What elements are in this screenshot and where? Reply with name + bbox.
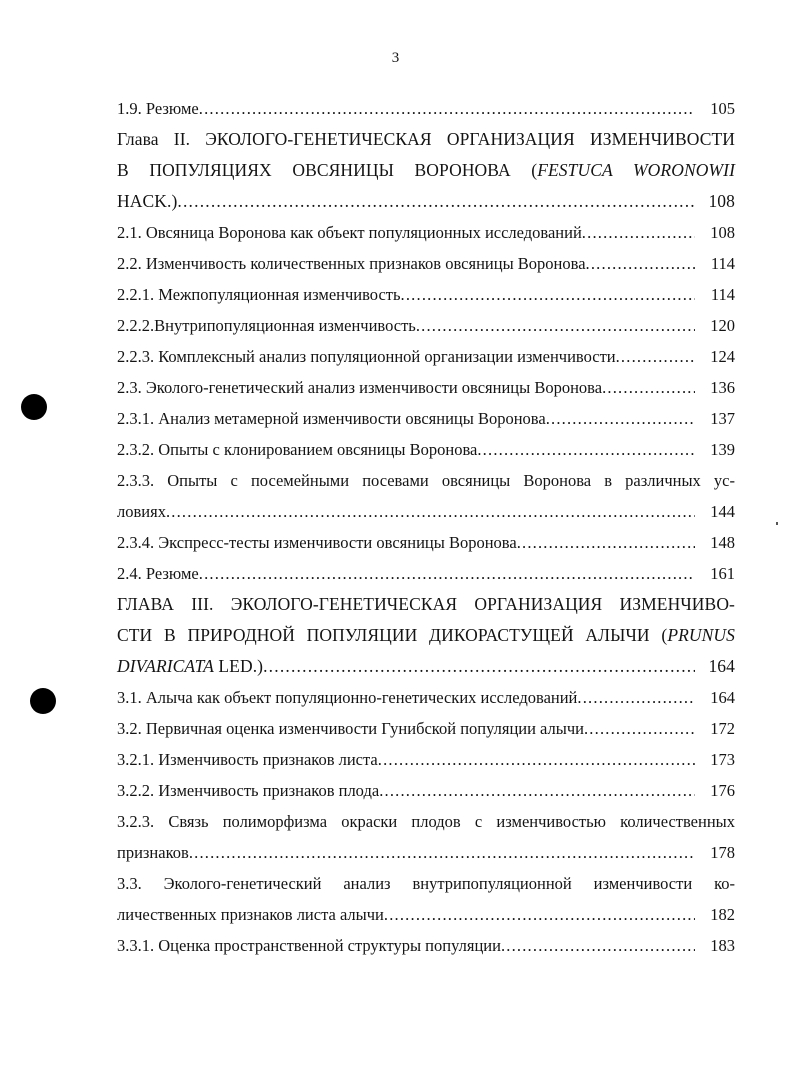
toc-entry xyxy=(117,837,735,868)
toc-entry xyxy=(117,744,735,775)
toc-entry-page: 105 xyxy=(710,99,735,118)
toc-entry-wrapped xyxy=(117,868,735,899)
toc-entry-text: 2.2.1. Межпопуляционная изменчивость xyxy=(117,285,401,304)
toc-entry-page: 176 xyxy=(710,781,735,800)
toc-entry-wrapped xyxy=(117,465,735,496)
toc-entry xyxy=(117,775,735,806)
toc-entry-page: 114 xyxy=(710,254,735,273)
toc-entry-text: 3.3.1. Оценка пространственной структуры популяции xyxy=(117,936,501,955)
toc-entry-page: 108 xyxy=(710,223,735,242)
page-number: 3 xyxy=(391,50,400,66)
toc-entry-page: 124 xyxy=(710,347,735,366)
toc-entry xyxy=(117,248,735,279)
toc-entry-text: 2.3.1. Анализ метамерной изменчивости овсяницы Воронова xyxy=(117,409,546,428)
toc-entry-page: 161 xyxy=(710,564,735,583)
toc-heading-text: СТИ В ПРИРОДНОЙ ПОПУЛЯЦИИ ДИКОРАСТУЩЕЙ АЛЫЧИ ( xyxy=(117,625,668,645)
toc-entry-text: личественных признаков листа алычи xyxy=(117,905,384,924)
toc-entry-page: 164 xyxy=(710,688,735,707)
toc-entry xyxy=(117,651,735,682)
toc-entry xyxy=(117,93,735,124)
toc-entry-text: 3.2.3. Связь полиморфизма окраски плодов с изменчивостью количественных xyxy=(117,812,735,831)
toc-entry-text: 2.4. Резюме xyxy=(117,564,199,583)
toc-entry-page: 139 xyxy=(710,440,735,459)
toc-entry xyxy=(117,713,735,744)
toc-entry-page: 172 xyxy=(710,719,735,738)
toc-entry xyxy=(117,217,735,248)
toc-entry-page: 148 xyxy=(710,533,735,552)
toc-entry xyxy=(117,434,735,465)
scan-speck xyxy=(776,522,778,525)
toc-heading-latin: FESTUCA WORONOWII xyxy=(537,160,735,180)
toc-entry-text: признаков xyxy=(117,843,189,862)
toc-heading-text: ГЛАВА III. ЭКОЛОГО-ГЕНЕТИЧЕСКАЯ ОРГАНИЗАЦИЯ ИЗМЕНЧИВО- xyxy=(117,594,735,614)
toc-entry xyxy=(117,310,735,341)
toc-entry-page: 137 xyxy=(710,409,735,428)
toc-entry-page: 144 xyxy=(710,502,735,521)
toc-entry xyxy=(117,558,735,589)
toc-entry-page: 164 xyxy=(708,656,735,676)
toc-entry-text: 2.3.2. Опыты с клонированием овсяницы Воронова xyxy=(117,440,478,459)
toc-heading-latin: DIVARICATA xyxy=(117,656,214,676)
toc-entry-wrapped xyxy=(117,806,735,837)
toc-chapter-heading xyxy=(117,155,735,186)
binder-hole-mark xyxy=(21,394,47,420)
toc-entry-text: 2.2.3. Комплексный анализ популяционной организации изменчивости xyxy=(117,347,616,366)
toc-entry-text: 2.3.3. Опыты с посемейными посевами овсяницы Воронова в различных ус- xyxy=(117,471,735,490)
toc-heading-text: В ПОПУЛЯЦИЯХ ОВСЯНИЦЫ ВОРОНОВА ( xyxy=(117,160,538,180)
toc-entry-page: 114 xyxy=(710,285,735,304)
toc-entry xyxy=(117,930,735,961)
toc-entry-text: 3.3. Эколого-генетический анализ внутрипопуляционной изменчивости ко- xyxy=(117,874,735,893)
toc-entry-page: 136 xyxy=(710,378,735,397)
toc-heading-latin: PRUNUS xyxy=(667,625,735,645)
toc-entry-page: 183 xyxy=(710,936,735,955)
toc-entry-text: HACK.) xyxy=(117,191,178,211)
toc-entry xyxy=(117,527,735,558)
toc-entry-text: 2.2. Изменчивость количественных признаков овсяницы Воронова xyxy=(117,254,586,273)
toc-chapter-heading xyxy=(117,620,735,651)
toc-entry-page: 173 xyxy=(710,750,735,769)
table-of-contents xyxy=(117,93,735,961)
toc-entry-text: 3.2.2. Изменчивость признаков плода xyxy=(117,781,380,800)
toc-entry-page: 120 xyxy=(710,316,735,335)
toc-entry-text: 2.2.2.Внутрипопуляционная изменчивость xyxy=(117,316,416,335)
toc-entry xyxy=(117,186,735,217)
toc-entry xyxy=(117,279,735,310)
toc-entry-text: 1.9. Резюме xyxy=(117,99,199,118)
toc-entry xyxy=(117,496,735,527)
toc-entry-text: 3.1. Алыча как объект популяционно-генетических исследований xyxy=(117,688,578,707)
toc-entry-text: 2.3. Эколого-генетический анализ изменчивости овсяницы Воронова xyxy=(117,378,603,397)
toc-entry xyxy=(117,341,735,372)
toc-entry-page: 182 xyxy=(710,905,735,924)
toc-chapter-heading xyxy=(117,589,735,620)
toc-entry-text: 3.2. Первичная оценка изменчивости Гунибской популяции алычи xyxy=(117,719,584,738)
toc-entry-page: 108 xyxy=(708,191,735,211)
toc-entry xyxy=(117,372,735,403)
toc-entry xyxy=(117,899,735,930)
toc-heading-text: LED.) xyxy=(213,656,264,676)
toc-entry xyxy=(117,403,735,434)
toc-entry-text: ловиях xyxy=(117,502,166,521)
toc-chapter-heading xyxy=(117,124,735,155)
toc-entry-page: 178 xyxy=(710,843,735,862)
toc-heading-text: Глава II. ЭКОЛОГО-ГЕНЕТИЧЕСКАЯ ОРГАНИЗАЦИЯ ИЗМЕНЧИВОСТИ xyxy=(117,129,735,149)
binder-hole-mark xyxy=(30,688,56,714)
toc-entry-text xyxy=(117,651,263,682)
toc-entry xyxy=(117,682,735,713)
toc-entry-text: 2.1. Овсяница Воронова как объект популяционных исследований xyxy=(117,223,582,242)
toc-entry-text: 3.2.1. Изменчивость признаков листа xyxy=(117,750,378,769)
toc-entry-text: 2.3.4. Экспресс-тесты изменчивости овсяницы Воронова xyxy=(117,533,517,552)
